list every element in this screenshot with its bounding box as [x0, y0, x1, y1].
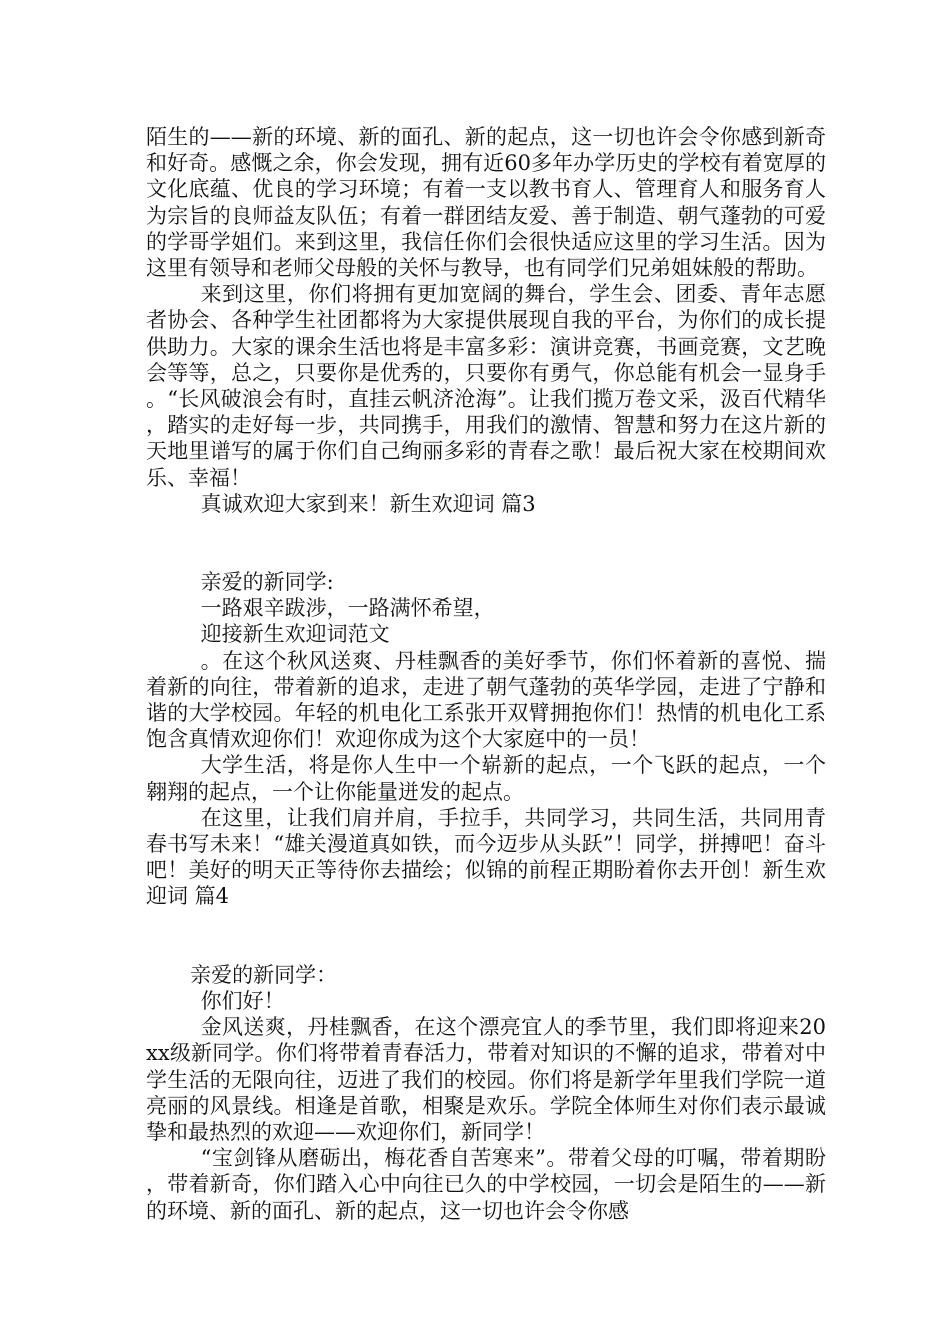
section-gap	[146, 910, 826, 962]
paragraph-golden-wind: 金风送爽，丹桂飘香，在这个漂亮宜人的季节里，我们即将迎来20xx级新同学。你们将带着青春活力，带着对知识的不懈的追求，带着对中学生活的无限向往，迈进了我们的校园。你们将是新学年里我们学院一道亮丽的风景线。相逢是首歌，相聚是欢乐。学院全体师生对你们表示最诚挚和最热烈的欢迎——欢迎你们，新同学！	[146, 1015, 826, 1144]
section-gap	[146, 517, 826, 569]
paragraph-university-life: 大学生活，将是你人生中一个崭新的起点，一个飞跃的起点，一个翱翔的起点，一个让你能量迸发的起点。	[146, 753, 826, 804]
opening-line: 一路艰辛跋涉，一路满怀希望，	[200, 596, 495, 621]
paragraph-autumn: 。在这个秋风送爽、丹桂飘香的美好季节，你们怀着新的喜悦、揣着新的向往，带着新的追求，走进了朝气蓬勃的英华学园，走进了宁静和谐的大学校园。年轻的机电化工系张开双臂拥抱你们！热情的机电化工系饱含真情欢迎你们！欢迎你成为这个大家庭中的一员！	[146, 648, 826, 752]
paragraph-intro-continued: 陌生的——新的环境、新的面孔、新的起点，这一切也许会令你感到新奇和好奇。感慨之余，你会发现，拥有近60多年办学历史的学校有着宽厚的文化底蕴、优良的学习环境；有着一支以教书育人、管理育人和服务育人为宗旨的良师益友队伍；有着一群团结友爱、善于制造、朝气蓬勃的可爱的学哥学姐们。来到这里，我信任你们会很快适应这里的学习生活。因为这里有领导和老师父母般的关怀与教导，也有同学们兄弟姐妹般的帮助。	[146, 125, 826, 281]
paragraph-sword-edge: “宝剑锋从磨砺出，梅花香自苦寒来”。带着父母的叮嘱，带着期盼，带着新奇，你们踏入心中向往已久的中学校园，一切会是陌生的——新的环境、新的面孔、新的起点，这一切也许会令你感	[146, 1146, 826, 1223]
hello-line: 你们好！	[200, 988, 285, 1013]
paragraph-stage: 来到这里，你们将拥有更加宽阔的舞台，学生会、团委、青年志愿者协会、各种学生社团都将为大家提供展现自我的平台，为你们的成长提供助力。大家的课余生活也将是丰富多彩：演讲竞赛，书画竞赛，文艺晚会等等，总之，只要你是优秀的，只要你有勇气，你总能有机会一显身手。“长风破浪会有时，直挂云帆济沧海”。让我们揽万卷文采，汲百代精华，踏实的走好每一步，共同携手，用我们的激情、智慧和努力在这片新的天地里谱写的属于你们自己绚丽多彩的青春之歌！最后祝大家在校期间欢乐、幸福！	[146, 282, 826, 490]
paragraph-welcome-closing: 真诚欢迎大家到来！新生欢迎词 篇3	[200, 491, 536, 516]
greeting: 亲爱的新同学:	[200, 570, 334, 595]
paragraph-together: 在这里，让我们肩并肩，手拉手，共同学习，共同生活，共同用青春书写未来！“雄关漫道真如铁，而今迈步从头跃”！同学，拼搏吧！奋斗吧！美好的明天正等待你去描绘；似锦的前程正期盼着你去开创！新生欢迎词 篇4	[146, 805, 826, 909]
subtitle-line: 迎接新生欢迎词范文	[200, 622, 390, 647]
greeting: 亲爱的新同学：	[190, 962, 338, 987]
document-page	[146, 124, 826, 1224]
